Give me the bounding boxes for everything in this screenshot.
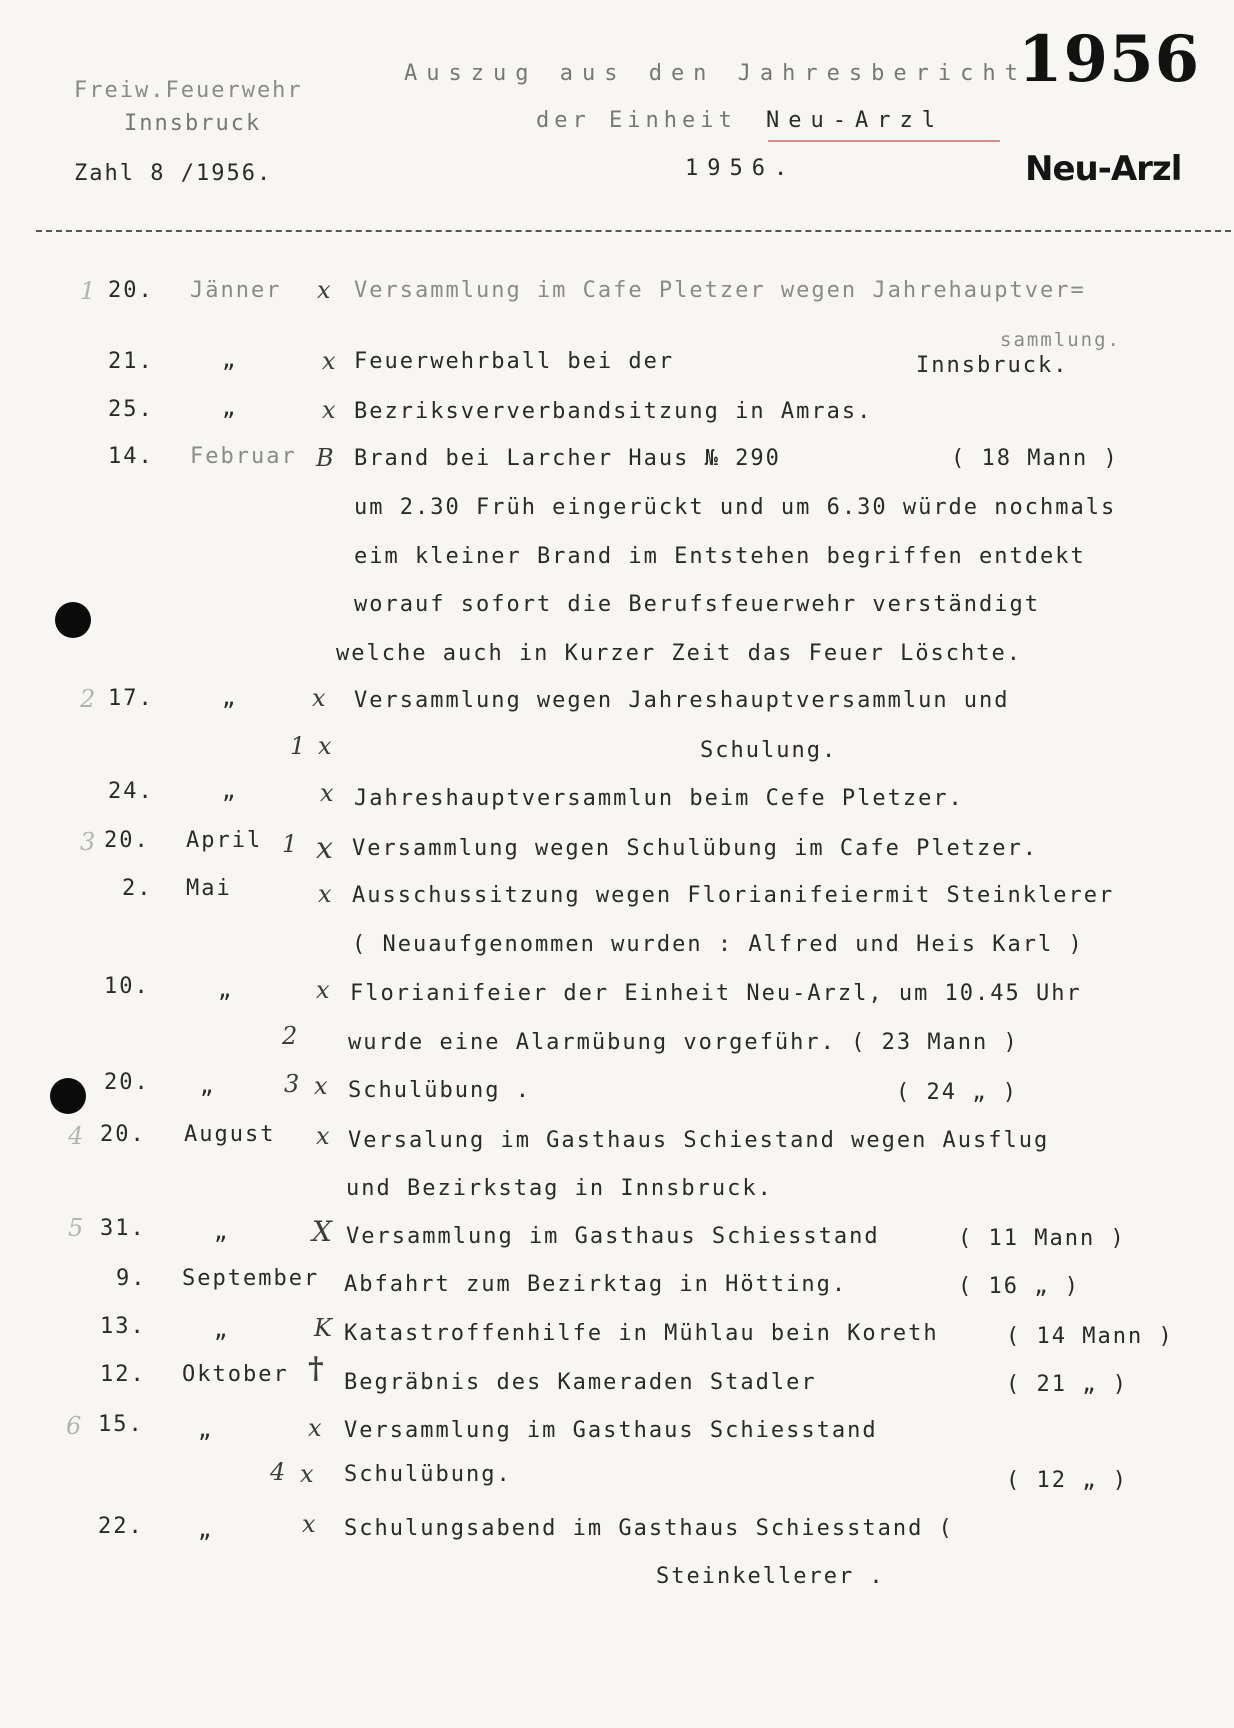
entry-text: Schulübung . [348, 1078, 531, 1103]
entry-day: 20. [108, 278, 154, 303]
entry-personnel: ( 24 „ ) [896, 1080, 1018, 1105]
entry-month: Jänner [190, 278, 282, 303]
entry-text: Bezriksververbandsitzung in Amras. [354, 399, 873, 424]
entry-day: 20. [104, 828, 150, 853]
entry-mark: x [308, 1414, 322, 1442]
entry-day: 20. [100, 1122, 146, 1147]
entry-text: Schulung. [700, 738, 838, 763]
org-line-2: Innsbruck [124, 111, 262, 136]
unit-underline [768, 140, 1000, 142]
entry-mark: x [316, 976, 330, 1004]
stamp-year: 1956 [1018, 22, 1201, 97]
entry-mark: x [322, 396, 336, 424]
org-line-1: Freiw.Feuerwehr [74, 78, 303, 103]
entry-day: 15. [98, 1412, 144, 1437]
title-line-1: Auszug aus den Jahresbericht [404, 61, 1027, 86]
entry-text: Versammlung wegen Schulübung im Cafe Pletzer. [352, 836, 1039, 861]
stamp-place: Neu-Arzl [1025, 149, 1182, 189]
margin-number: 4 [68, 1122, 84, 1150]
entry-day: 12. [100, 1362, 146, 1387]
entry-mark: K [314, 1314, 332, 1342]
entry-month: Oktober [182, 1362, 289, 1387]
entry-month: Mai [186, 876, 232, 901]
entry-text: Florianifeier der Einheit Neu-Arzl, um 10.45 Uhr [350, 981, 1082, 1006]
entry-text: welche auch in Kurzer Zeit das Feuer Löschte. [336, 641, 1023, 666]
entry-mark: B [316, 444, 334, 472]
entry-text: wurde eine Alarmübung vorgeführ. ( 23 Mann ) [348, 1030, 1019, 1055]
entry-text: Katastroffenhilfe in Mühlau bein Koreth [344, 1321, 939, 1346]
entry-day: 22. [98, 1514, 144, 1539]
margin-number: 2 [80, 685, 96, 713]
margin-tally: 4 [270, 1458, 286, 1486]
entry-text: Abfahrt zum Bezirktag in Hötting. [344, 1272, 848, 1297]
title-year: 1956. [685, 156, 797, 181]
entry-month: „ [222, 686, 238, 711]
entry-day: 25. [108, 397, 154, 422]
entry-text: Brand bei Larcher Haus № 290 [354, 446, 781, 471]
entry-text: worauf sofort die Berufsfeuerwehr verständigt [354, 592, 1041, 617]
entry-text: um 2.30 Früh eingerückt und um 6.30 würde nochmals [354, 495, 1117, 520]
entry-text: Feuerwehrball bei der [354, 349, 675, 374]
entry-mark: x [300, 1460, 314, 1488]
entry-text: Ausschussitzung wegen Florianifeiermit Steinklerer [352, 883, 1115, 908]
entry-personnel: ( 21 „ ) [1006, 1372, 1128, 1397]
entry-month: „ [222, 396, 238, 421]
entry-mark: x [318, 732, 332, 760]
entry-mark: x [314, 1072, 328, 1100]
entry-month: „ [218, 978, 234, 1003]
entry-day: 14. [108, 444, 154, 469]
entry-text: Jahreshauptversammlun beim Cefe Pletzer. [354, 786, 964, 811]
entry-month: September [182, 1266, 320, 1291]
entry-text: Versalung im Gasthaus Schiestand wegen Ausflug [348, 1128, 1050, 1153]
entry-month: August [184, 1122, 276, 1147]
entry-day: 9. [116, 1266, 147, 1291]
entry-month: „ [198, 1418, 214, 1443]
entry-day: 24. [108, 779, 154, 804]
entry-text: Innsbruck. [916, 353, 1069, 378]
entry-mark: x [316, 831, 333, 866]
margin-number: 1 [80, 277, 96, 305]
entry-mark: x [317, 276, 331, 304]
entry-day: 13. [100, 1314, 146, 1339]
entry-mark: x [318, 880, 332, 908]
entry-month: „ [200, 1074, 216, 1099]
margin-tally: 2 [282, 1022, 298, 1050]
cross-mark: † [308, 1351, 324, 1386]
entry-text: Steinkellerer . [656, 1564, 885, 1589]
entry-mark: X [312, 1215, 332, 1248]
entry-text: sammlung. [1000, 329, 1121, 351]
entry-text: Versammlung wegen Jahreshauptversammlun und [354, 688, 1010, 713]
entry-text: Begräbnis des Kameraden Stadler [344, 1370, 817, 1395]
entry-day: 10. [104, 974, 150, 999]
entry-month: Februar [190, 444, 297, 469]
entry-mark: x [302, 1510, 316, 1538]
entry-text: Schulübung. [344, 1462, 512, 1487]
entry-text: Versammlung im Cafe Pletzer wegen Jahrehauptver= [354, 278, 1086, 303]
margin-tally: 3 [284, 1070, 300, 1098]
entry-personnel: ( 11 Mann ) [958, 1226, 1126, 1251]
entry-personnel: ( 14 Mann ) [1006, 1324, 1174, 1349]
entry-month: April [186, 828, 263, 853]
entry-mark: x [316, 1122, 330, 1150]
entry-text: ( Neuaufgenommen wurden : Alfred und Heis Karl ) [352, 932, 1084, 957]
entry-text: Schulungsabend im Gasthaus Schiesstand ( [344, 1516, 954, 1541]
entry-text: Versammlung im Gasthaus Schiesstand [346, 1224, 880, 1249]
entry-month: „ [198, 1518, 214, 1543]
entry-day: 17. [108, 686, 154, 711]
entry-month: „ [214, 1318, 230, 1343]
punch-hole-bottom [50, 1078, 86, 1114]
entry-day: 20. [104, 1070, 150, 1095]
entry-text: Versammlung im Gasthaus Schiesstand [344, 1418, 878, 1443]
entry-personnel: ( 18 Mann ) [951, 446, 1119, 471]
header-divider [36, 230, 1231, 232]
entry-personnel: ( 16 „ ) [958, 1274, 1080, 1299]
margin-number: 6 [66, 1412, 82, 1440]
margin-number: 3 [80, 828, 96, 856]
entry-day: 2. [122, 876, 153, 901]
entry-text: und Bezirkstag in Innsbruck. [346, 1176, 773, 1201]
margin-number: 5 [68, 1214, 84, 1242]
entry-text: eim kleiner Brand im Entstehen begriffen entdekt [354, 544, 1086, 569]
title-unit-name: Neu-Arzl [766, 108, 944, 133]
entry-mark: x [322, 347, 336, 375]
entry-mark: x [312, 684, 326, 712]
entry-month: „ [222, 779, 238, 804]
entry-personnel: ( 12 „ ) [1006, 1468, 1128, 1493]
entry-day: 21. [108, 349, 154, 374]
margin-tally: 1 [282, 830, 298, 858]
entry-month: „ [222, 348, 238, 373]
entry-month: „ [214, 1220, 230, 1245]
entry-day: 31. [100, 1216, 146, 1241]
reference-number: Zahl 8 /1956. [74, 161, 273, 186]
entry-mark: x [320, 779, 334, 807]
margin-tally: 1 [290, 732, 306, 760]
punch-hole-top [55, 602, 91, 638]
title-line-2-prefix: der Einheit [536, 108, 737, 133]
